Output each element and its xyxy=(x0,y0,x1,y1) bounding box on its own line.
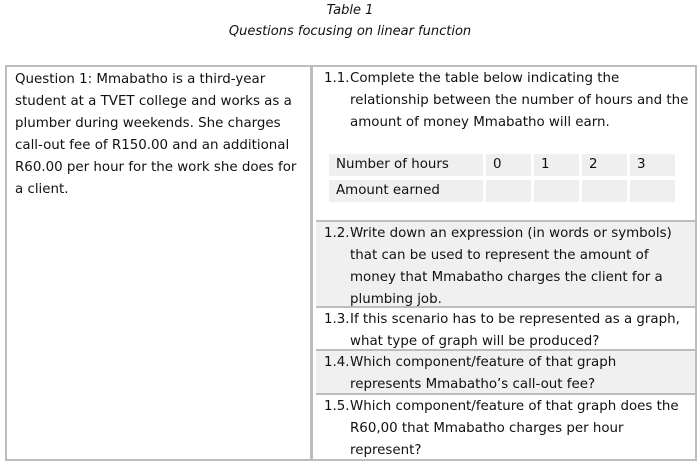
question-number: 1.1. xyxy=(324,71,350,86)
hours-label: Number of hours xyxy=(329,154,483,176)
question-1-4 xyxy=(316,351,695,395)
amount-cell[interactable] xyxy=(582,180,627,202)
question-1-1 xyxy=(316,67,695,222)
context-text: Question 1: Mmabatho is a third-year student at a TVET college and works as a plumber during weekends. She charges call-out fee of R150.00 and an additional R60.00 per hour for the work she does for a client. xyxy=(15,72,297,197)
question-text: If this scenario has to be represented as a graph, what type of graph will be produced? xyxy=(350,312,680,349)
hours-value: 0 xyxy=(486,154,531,176)
question-text: Write down an expression (in words or symbols) that can be used to represent the amount of money that Mmabatho charges the client for a plumbing job. xyxy=(350,226,672,307)
question-number: 1.4. xyxy=(324,355,350,370)
question-text: Complete the table below indicating the relationship between the number of hours and the amount of money Mmabatho will earn. xyxy=(350,71,689,130)
amount-cell[interactable] xyxy=(534,180,579,202)
table-row xyxy=(329,180,675,202)
hours-value: 2 xyxy=(582,154,627,176)
question-text: Which component/feature of that graph does the R60,00 that Mmabatho charges per hour represent? xyxy=(350,399,679,458)
amount-cell[interactable] xyxy=(486,180,531,202)
table-row xyxy=(329,154,675,176)
hours-value: 3 xyxy=(630,154,675,176)
table-number: Table 1 xyxy=(326,3,374,18)
question-1-3 xyxy=(316,308,695,351)
context-cell xyxy=(7,67,313,459)
question-number: 1.3. xyxy=(324,312,350,327)
question-1-2 xyxy=(316,222,695,308)
amount-cell[interactable] xyxy=(630,180,675,202)
question-number: 1.5. xyxy=(324,399,350,414)
question-text: Which component/feature of that graph represents Mmabatho’s call-out fee? xyxy=(350,355,617,392)
question-number: 1.2. xyxy=(324,226,350,241)
amount-label: Amount earned xyxy=(329,180,483,202)
question-1-5 xyxy=(316,395,695,459)
hours-table xyxy=(326,150,678,206)
questions-table xyxy=(5,65,697,461)
hours-value: 1 xyxy=(534,154,579,176)
table-title: Questions focusing on linear function xyxy=(228,24,472,39)
